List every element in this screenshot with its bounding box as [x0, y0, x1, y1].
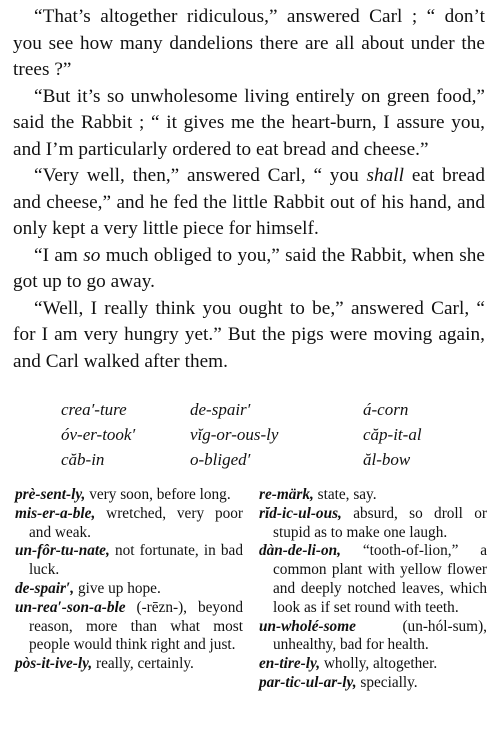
glossary-left-column: [15, 486, 243, 674]
paragraph-4-text-a: “I am: [34, 244, 84, 266]
glossary-definition: really, certainly.: [92, 655, 194, 673]
vocab-word: crea′-ture: [61, 400, 127, 419]
glossary-entry: [259, 674, 487, 693]
glossary-definition: specially.: [356, 673, 418, 691]
glossary-definition: wholly, altogether.: [320, 655, 438, 673]
glossary-definition: very soon, before long.: [85, 486, 231, 503]
glossary-entry: [259, 618, 487, 656]
glossary-entry: [15, 655, 243, 674]
vocab-word: căp-it-al: [363, 425, 422, 444]
glossary-definition: give up hope.: [74, 579, 161, 597]
paragraph-4-emphasis: so: [83, 244, 101, 266]
story-text: [13, 4, 485, 375]
glossary-entry: [15, 505, 243, 543]
glossary-term: par-tic-ul-ar-ly,: [259, 673, 357, 691]
glossary-entry: [15, 486, 243, 505]
glossary-definition: not fortunate, in bad luck.: [29, 542, 243, 579]
glossary-term: un-wholé-some: [259, 617, 356, 635]
glossary-definition: (-rēzn-), beyond reason, more than what most people would think right and just.: [29, 598, 243, 654]
paragraph-3-text-b: eat bread and cheese,” and he fed the little Rabbit out of his hand, and only kept a very little piece for himself.: [13, 165, 485, 239]
glossary-entry: [15, 542, 243, 580]
paragraph-3-emphasis: shall: [366, 165, 405, 186]
glossary-term: mis-er-a-ble,: [15, 504, 96, 522]
glossary-entry: [15, 599, 243, 655]
vocab-word: óv-er-took′: [61, 425, 136, 444]
paragraph-1: “That’s altogether ridiculous,” answered Carl ; “ don’t you see how many dandelions there are all about under the trees ?”: [13, 6, 485, 80]
glossary-term: pòs-it-ive-ly,: [15, 655, 93, 673]
glossary-definition: absurd, so droll or stupid as to make one laugh.: [273, 504, 487, 541]
paragraph-5: “Well, I really think you ought to be,” answered Carl, “ for I am very hungry yet.” But the pigs were moving again, and Carl walked after them.: [13, 297, 485, 372]
vocabulary-table: [0, 395, 500, 475]
glossary-definition: “tooth-of-lion,” a common plant with yellow flower and deeply notched leaves, which look as if set round with teeth.: [273, 542, 487, 616]
vocab-word: de-spair′: [190, 400, 251, 419]
glossary-entry: [259, 486, 487, 505]
paragraph-3-text-a: “Very well, then,” answered Carl, “ you: [34, 165, 367, 186]
glossary-entry: [259, 505, 487, 543]
vocab-word: vĭg-or-ous-ly: [190, 425, 279, 444]
glossary-term: en-tire-ly,: [259, 655, 321, 673]
glossary-entry: [259, 655, 487, 674]
paragraph-3: [13, 163, 485, 243]
glossary-term: de-spair′,: [15, 579, 75, 597]
paragraph-4: [13, 243, 485, 296]
vocab-word: căb-in: [61, 450, 105, 469]
glossary-term: un-fôr-tu-nate,: [15, 542, 110, 560]
vocab-word: ăl-bow: [363, 450, 411, 469]
vocab-word: á-corn: [363, 400, 409, 419]
glossary-definition: state, say.: [313, 486, 377, 503]
glossary-definition: wretched, very poor and weak.: [29, 504, 243, 541]
paragraph-4-text-b: much obliged to you,” said the Rabbit, when she got up to go away.: [13, 244, 485, 292]
glossary-term: rĭd-ic-ul-ous,: [259, 504, 342, 522]
glossary-definition: (un-hól-sum), unhealthy, bad for health.: [273, 617, 487, 654]
glossary-term: prè-sent-ly,: [15, 486, 86, 503]
glossary-entry: [15, 580, 243, 599]
paragraph-2: “But it’s so unwholesome living entirely on green food,” said the Rabbit ; “ it gives me the heart-burn, I assure you, and I’m particularly ordered to eat bread and cheese.”: [13, 85, 485, 160]
glossary-right-column: [259, 486, 487, 693]
glossary-term: re-märk,: [259, 486, 314, 503]
glossary-entry: [259, 542, 487, 617]
glossary-term: un-rea′-son-a-ble: [15, 598, 126, 616]
vocab-word: o-bliged′: [190, 450, 251, 469]
glossary-term: dàn-de-li-on,: [259, 542, 342, 560]
